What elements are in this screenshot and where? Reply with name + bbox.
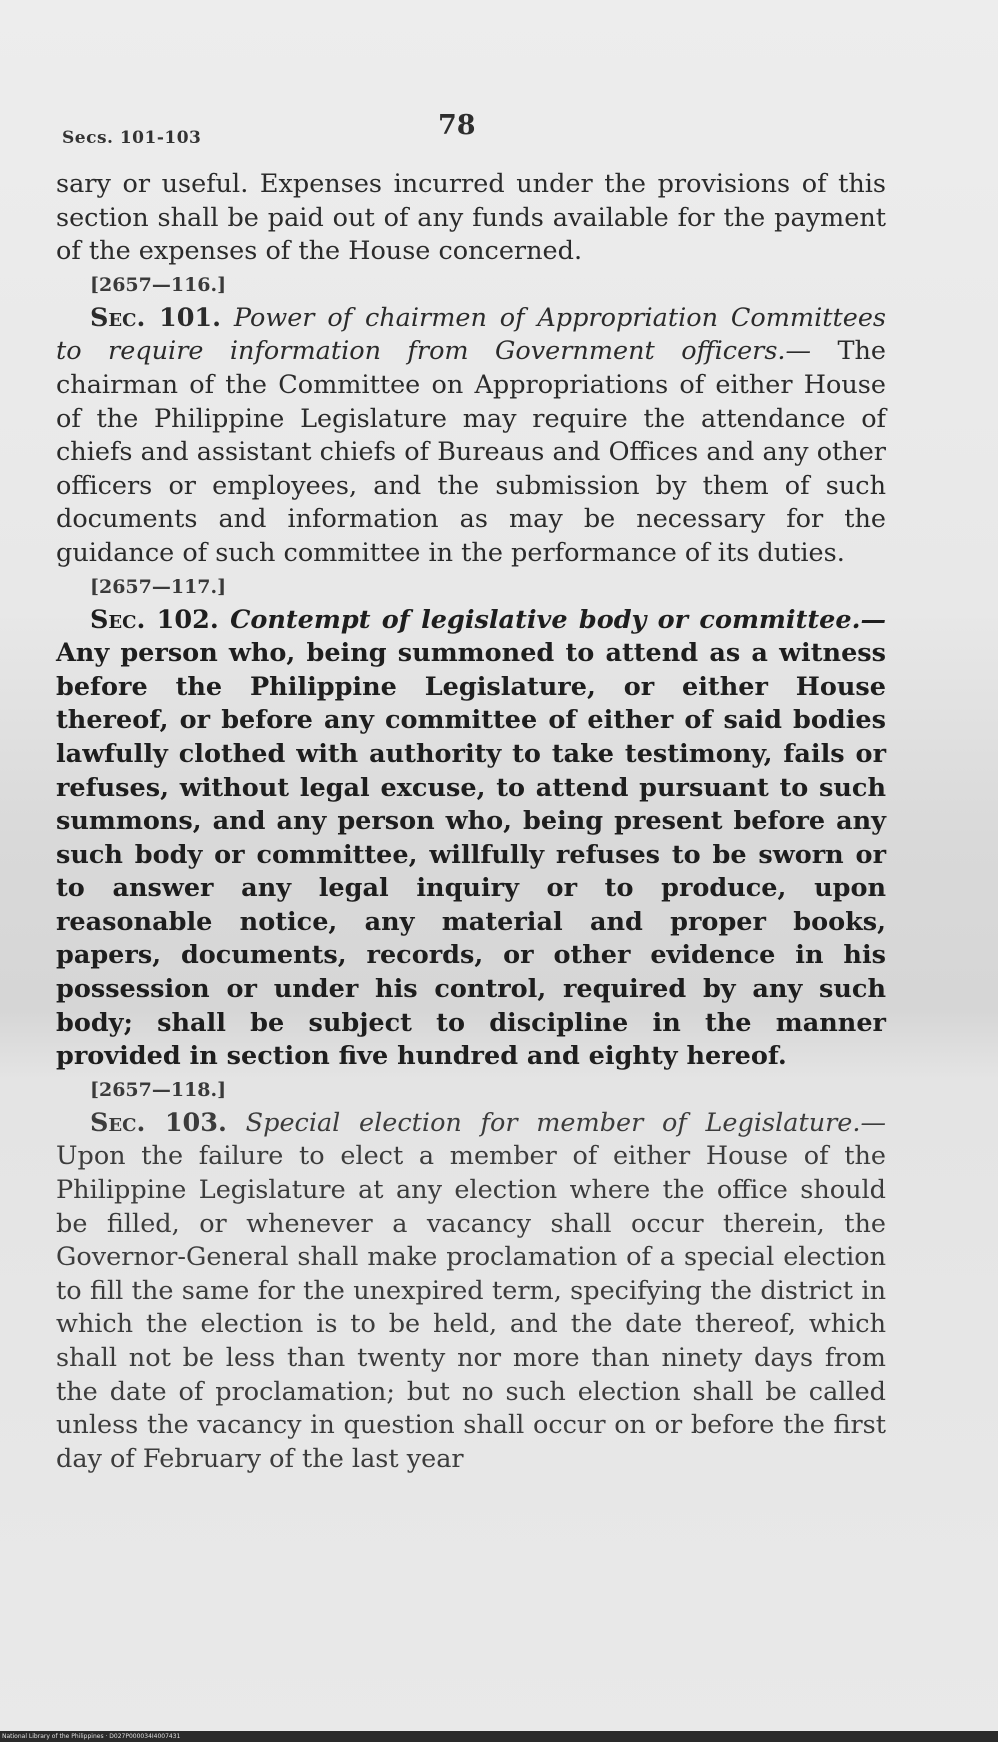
section-103-title: Special election for member of Legislature.— — [245, 1107, 887, 1138]
section-102-title: Contempt of legislative body or committee.— — [230, 604, 886, 635]
section-102-reference: [2657—117.] — [90, 575, 227, 598]
section-101-paragraph — [56, 302, 886, 571]
body-text — [56, 168, 886, 1476]
footer-caption: National Library of the Philippines · D027P000034I4007431 — [2, 1733, 181, 1740]
section-102-text: Any person who, being summoned to attend as a witness before the Philippine Legislature, or either House thereof, or before any committee of either of said bodies lawfully clothed with authority to take testimony, fails or refuses, without legal excuse, to attend pursuant to such summons, and any person who, being present before any such body or committee, willfully refuses to be sworn or to answer any legal inquiry or to produce, upon reasonable notice, any material and proper books, papers, documents, records, or other evidence in his possession or under his control, required by any such body; shall be subject to discipline in the manner provided in section five hundred and eighty hereof. — [56, 638, 886, 1072]
section-102-label: Sec. 102. — [90, 604, 219, 635]
section-103-label: Sec. 103. — [90, 1107, 227, 1138]
section-103-text: Upon the failure to elect a member of either House of the Philippine Legislature at any election where the office should be filled, or whenever a vacancy shall occur therein, the Governor-General shall make proclamation of a special election to fill the same for the unexpired term, specifying the district in which the election is to be held, and the date thereof, which shall not be less than twenty nor more than ninety days from the date of proclamation; but no such election shall be called unless the vacancy in question shall occur on or before the first day of February of the last year — [56, 1141, 886, 1474]
section-101-text: The chairman of the Committee on Appropriations of either House of the Philippine Legislature may require the attendance of chiefs and assistant chiefs of Bureaus and Offices and any other officers or employees, and the submission by them of such documents and information as may be necessary for the guidance of such committee in the performance of its duties. — [56, 336, 886, 568]
page-number: 78 — [438, 110, 476, 141]
section-103-paragraph — [56, 1107, 886, 1477]
section-101-title: Power of chairmen of Appropriation Committees to require information from Government officers.— — [56, 302, 887, 367]
continuation-paragraph: sary or useful. Expenses incurred under the provisions of this section shall be paid out of any funds available for the payment of the expenses of the House concerned. — [56, 169, 886, 267]
section-range-header: Secs. 101-103 — [62, 128, 202, 148]
section-103-reference: [2657—118.] — [90, 1078, 227, 1101]
section-102-paragraph — [56, 604, 886, 1074]
section-101-label: Sec. 101. — [90, 302, 222, 333]
section-101-reference: [2657—116.] — [90, 273, 227, 296]
